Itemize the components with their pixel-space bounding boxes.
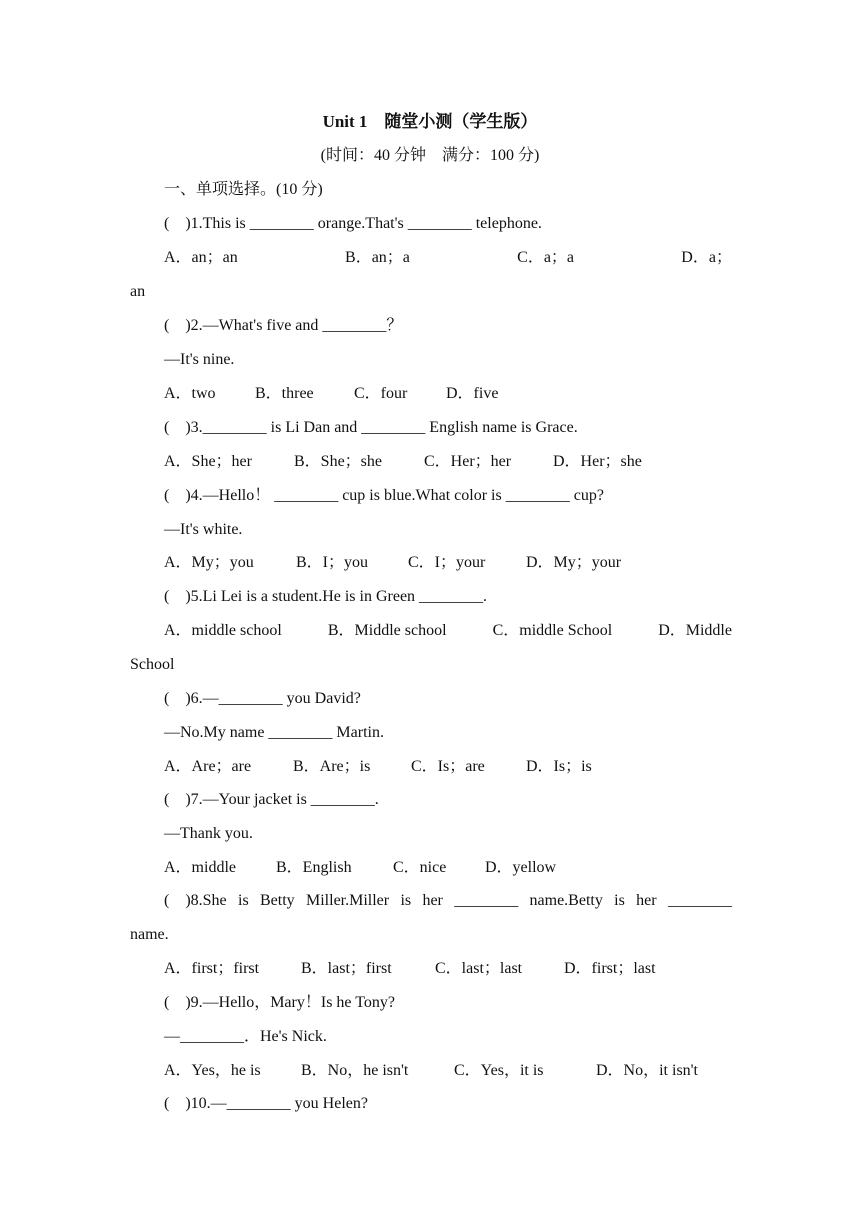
question-1-options-wrap: an <box>130 283 146 300</box>
option-b: B．Are；is <box>293 758 371 775</box>
stem-word: ( )8.She <box>164 892 227 909</box>
option-a: A．Yes，he is <box>164 1062 261 1079</box>
question-10-stem: ( )10.—________ you Helen? <box>164 1095 368 1112</box>
question-7-reply: —Thank you. <box>164 825 253 842</box>
question-8-options <box>164 959 656 979</box>
option-c: C．Yes，it is <box>454 1062 544 1079</box>
option-c: C．Is；are <box>411 758 485 775</box>
option-c: C．four <box>354 385 408 402</box>
question-2-stem: ( )2.—What's five and ________？ <box>164 317 403 334</box>
option-a: A．My；you <box>164 554 254 571</box>
option-d: D．Is；is <box>526 758 592 775</box>
page-title: Unit 1 随堂小测（学生版） <box>322 112 538 131</box>
question-8-stem-wrap: name. <box>130 926 169 943</box>
question-7-stem: ( )7.—Your jacket is ________. <box>164 791 379 808</box>
option-a: A．two <box>164 385 216 402</box>
option-a: A．an；an <box>164 249 238 266</box>
question-8-stem <box>164 891 732 911</box>
option-b: B．No，he isn't <box>301 1062 409 1079</box>
question-9-reply: —________．He's Nick. <box>164 1028 327 1045</box>
option-b: B．three <box>255 385 314 402</box>
question-3-stem: ( )3.________ is Li Dan and ________ English name is Grace. <box>164 419 578 436</box>
option-c: C．middle School <box>492 622 613 639</box>
option-d: D．five <box>446 385 499 402</box>
question-7-options <box>164 858 556 878</box>
option-a: A．She；her <box>164 453 252 470</box>
option-b: B．Middle school <box>327 622 447 639</box>
stem-word: is <box>238 892 249 909</box>
option-d: D．yellow <box>485 859 557 876</box>
question-2-options <box>164 384 498 404</box>
question-5-options-wrap: School <box>130 656 175 673</box>
stem-word: her <box>422 892 443 909</box>
question-3-options <box>164 452 642 472</box>
page-subtitle: (时间：40 分钟 满分：100 分) <box>320 147 540 164</box>
stem-word: her <box>636 892 657 909</box>
question-4-options <box>164 553 621 573</box>
option-b: B．English <box>276 859 352 876</box>
question-6-options <box>164 757 592 777</box>
question-5-stem: ( )5.Li Lei is a student.He is in Green ________. <box>164 588 488 605</box>
stem-word: ________ <box>454 892 519 909</box>
option-d: D．Middle <box>658 622 732 639</box>
option-d: D．My；your <box>526 554 622 571</box>
question-4-stem: ( )4.—Hello！ ________ cup is blue.What color is ________ cup? <box>164 487 604 504</box>
question-2-reply: —It's nine. <box>164 351 235 368</box>
stem-word: Miller.Miller <box>306 892 390 909</box>
question-4-reply: —It's white. <box>164 521 243 538</box>
option-a: A．Are；are <box>164 758 252 775</box>
stem-word: ________ <box>667 892 732 909</box>
question-9-options <box>164 1061 698 1081</box>
option-c: C．Her；her <box>424 453 512 470</box>
stem-word: Betty <box>260 892 295 909</box>
option-a: A．middle <box>164 859 236 876</box>
question-1-options <box>164 248 732 268</box>
stem-word: is <box>400 892 412 909</box>
option-d: D．No，it isn't <box>596 1062 699 1079</box>
option-c: C．I；your <box>408 554 486 571</box>
question-1-stem: ( )1.This is ________ orange.That's ________ telephone. <box>164 215 542 232</box>
option-d: D．a； <box>681 249 732 266</box>
option-b: B．an；a <box>345 249 410 266</box>
section-heading: 一、单项选择。(10 分) <box>164 181 323 198</box>
option-b: B．last；first <box>301 960 392 977</box>
option-c: C．a；a <box>517 249 575 266</box>
option-b: B．I；you <box>296 554 369 571</box>
option-c: C．last；last <box>435 960 523 977</box>
question-9-stem: ( )9.—Hello，Mary！Is he Tony? <box>164 994 395 1011</box>
option-d: D．first；last <box>564 960 656 977</box>
question-6-reply: —No.My name ________ Martin. <box>164 724 384 741</box>
stem-word: is <box>614 892 625 909</box>
option-c: C．nice <box>393 859 447 876</box>
question-6-stem: ( )6.—________ you David? <box>164 690 361 707</box>
question-5-options <box>164 621 732 641</box>
option-d: D．Her；she <box>553 453 642 470</box>
option-a: A．middle school <box>164 622 282 639</box>
option-a: A．first；first <box>164 960 260 977</box>
option-b: B．She；she <box>294 453 383 470</box>
stem-word: name.Betty <box>529 892 603 909</box>
